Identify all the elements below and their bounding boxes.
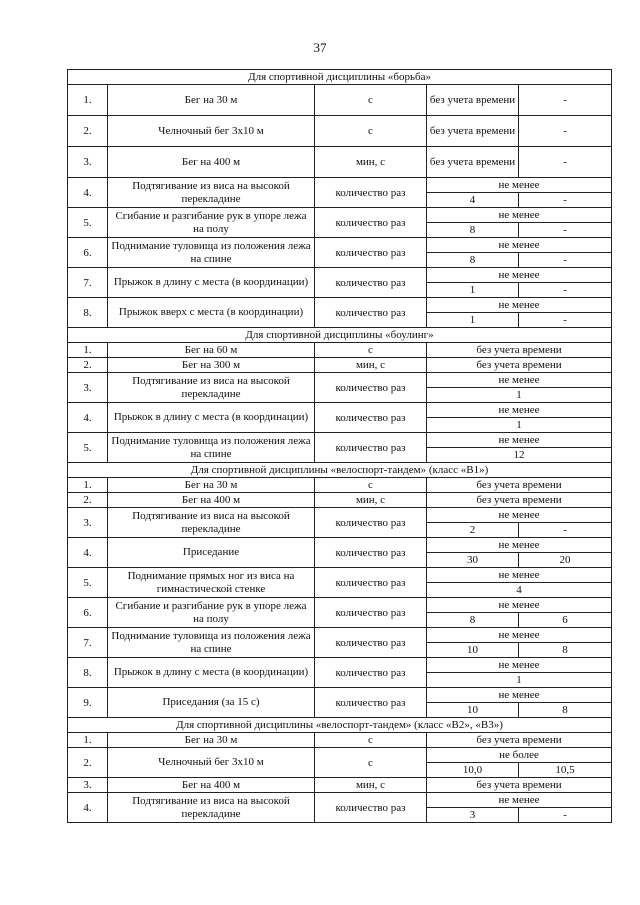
norm-value-female: - <box>519 193 612 208</box>
row-number: 9. <box>68 688 108 718</box>
unit: количество раз <box>315 238 427 268</box>
test-name: Подтягивание из виса на высокой перекладине <box>108 793 315 823</box>
row-number: 4. <box>68 403 108 433</box>
unit: с <box>315 478 427 493</box>
norm-value-male: 8 <box>427 613 519 628</box>
test-name: Подтягивание из виса на высокой перекладине <box>108 508 315 538</box>
norm-value-female: - <box>519 808 612 823</box>
row-number: 2. <box>68 358 108 373</box>
norm-value: - <box>519 85 612 116</box>
table-row <box>68 178 612 193</box>
norm-value-female: 8 <box>519 643 612 658</box>
row-number: 2. <box>68 493 108 508</box>
condition: не менее <box>427 373 612 388</box>
page-number: 37 <box>313 40 327 55</box>
norm-value-female: 20 <box>519 553 612 568</box>
test-name: Поднимание туловища из положения лежа на спине <box>108 628 315 658</box>
test-name: Челночный бег 3х10 м <box>108 116 315 147</box>
row-number: 7. <box>68 268 108 298</box>
norm-value-female: - <box>519 283 612 298</box>
section-title: Для спортивной дисциплины «велоспорт-тандем» (класс «В2», «В3») <box>68 718 612 733</box>
norm-note: без учета времени <box>427 116 519 147</box>
unit: с <box>315 116 427 147</box>
condition: не менее <box>427 568 612 583</box>
row-number: 6. <box>68 598 108 628</box>
table-row <box>68 793 612 808</box>
row-number: 1. <box>68 343 108 358</box>
unit: количество раз <box>315 598 427 628</box>
table-row <box>68 238 612 253</box>
table-row <box>68 343 612 358</box>
test-name: Бег на 300 м <box>108 358 315 373</box>
norm-value-female: - <box>519 253 612 268</box>
condition: не менее <box>427 508 612 523</box>
table-row <box>68 208 612 223</box>
unit: с <box>315 733 427 748</box>
norm-note: без учета времени <box>427 478 612 493</box>
norm-value-female: - <box>519 223 612 238</box>
condition: не менее <box>427 403 612 418</box>
norm-note: без учета времени <box>427 778 612 793</box>
norm-value: - <box>519 147 612 178</box>
table-row <box>68 688 612 703</box>
condition: не менее <box>427 628 612 643</box>
section-title: Для спортивной дисциплины «велоспорт-тандем» (класс «В1») <box>68 463 612 478</box>
unit: количество раз <box>315 298 427 328</box>
table-row <box>68 478 612 493</box>
norm-value-male: 1 <box>427 313 519 328</box>
test-name: Бег на 60 м <box>108 343 315 358</box>
norm-note: без учета времени <box>427 147 519 178</box>
unit: количество раз <box>315 538 427 568</box>
test-name: Прыжок в длину с места (в координации) <box>108 403 315 433</box>
row-number: 1. <box>68 85 108 116</box>
table-row <box>68 568 612 583</box>
test-name: Поднимание прямых ног из виса на гимнастической стенке <box>108 568 315 598</box>
row-number: 1. <box>68 733 108 748</box>
table-row <box>68 628 612 643</box>
norm-value-male: 8 <box>427 253 519 268</box>
row-number: 6. <box>68 238 108 268</box>
row-number: 4. <box>68 793 108 823</box>
test-name: Бег на 400 м <box>108 147 315 178</box>
unit: количество раз <box>315 628 427 658</box>
norm-value-female: 6 <box>519 613 612 628</box>
test-name: Бег на 30 м <box>108 733 315 748</box>
norm-value: 1 <box>427 388 612 403</box>
test-name: Приседание <box>108 538 315 568</box>
row-number: 5. <box>68 433 108 463</box>
norm-value-female: - <box>519 313 612 328</box>
unit: количество раз <box>315 208 427 238</box>
test-name: Бег на 30 м <box>108 478 315 493</box>
test-name: Сгибание и разгибание рук в упоре лежа на полу <box>108 208 315 238</box>
condition: не менее <box>427 598 612 613</box>
unit: количество раз <box>315 508 427 538</box>
norm-note: без учета времени <box>427 343 612 358</box>
row-number: 3. <box>68 778 108 793</box>
condition: не менее <box>427 238 612 253</box>
row-number: 4. <box>68 538 108 568</box>
norm-value-female: 10,5 <box>519 763 612 778</box>
table-row <box>68 748 612 763</box>
condition: не менее <box>427 268 612 283</box>
condition: не менее <box>427 433 612 448</box>
unit: с <box>315 748 427 778</box>
row-number: 3. <box>68 508 108 538</box>
unit: с <box>315 85 427 116</box>
unit: количество раз <box>315 433 427 463</box>
test-name: Бег на 400 м <box>108 493 315 508</box>
test-name: Прыжок в длину с места (в координации) <box>108 658 315 688</box>
norm-value-male: 1 <box>427 283 519 298</box>
table-row <box>68 373 612 388</box>
test-name: Поднимание туловища из положения лежа на спине <box>108 433 315 463</box>
row-number: 5. <box>68 208 108 238</box>
section-header-row <box>68 718 612 733</box>
unit: мин, с <box>315 778 427 793</box>
norm-value-male: 8 <box>427 223 519 238</box>
norm-value-male: 10 <box>427 703 519 718</box>
section-header-row <box>68 463 612 478</box>
condition: не менее <box>427 178 612 193</box>
unit: с <box>315 343 427 358</box>
condition: не менее <box>427 298 612 313</box>
section-title: Для спортивной дисциплины «борьба» <box>68 70 612 85</box>
norm-note: без учета времени <box>427 733 612 748</box>
row-number: 7. <box>68 628 108 658</box>
table-row <box>68 147 612 178</box>
test-name: Поднимание туловища из положения лежа на спине <box>108 238 315 268</box>
table-row <box>68 493 612 508</box>
norm-value: - <box>519 116 612 147</box>
table-row <box>68 403 612 418</box>
table-row <box>68 268 612 283</box>
table-row <box>68 85 612 116</box>
test-name: Прыжок в длину с места (в координации) <box>108 268 315 298</box>
unit: количество раз <box>315 178 427 208</box>
table-row <box>68 298 612 313</box>
table-row <box>68 358 612 373</box>
row-number: 5. <box>68 568 108 598</box>
norm-value-female: 8 <box>519 703 612 718</box>
test-name: Сгибание и разгибание рук в упоре лежа на полу <box>108 598 315 628</box>
unit: мин, с <box>315 493 427 508</box>
norm-value: 1 <box>427 673 612 688</box>
norm-value: 4 <box>427 583 612 598</box>
row-number: 2. <box>68 748 108 778</box>
row-number: 3. <box>68 373 108 403</box>
standards-table <box>67 69 612 823</box>
table-row <box>68 116 612 147</box>
test-name: Челночный бег 3х10 м <box>108 748 315 778</box>
unit: количество раз <box>315 568 427 598</box>
norm-value-male: 3 <box>427 808 519 823</box>
norm-note: без учета времени <box>427 358 612 373</box>
unit: количество раз <box>315 403 427 433</box>
unit: количество раз <box>315 268 427 298</box>
test-name: Бег на 30 м <box>108 85 315 116</box>
row-number: 4. <box>68 178 108 208</box>
condition: не менее <box>427 793 612 808</box>
norm-note: без учета времени <box>427 85 519 116</box>
test-name: Приседания (за 15 с) <box>108 688 315 718</box>
table-row <box>68 508 612 523</box>
table-row <box>68 658 612 673</box>
norm-note: без учета времени <box>427 493 612 508</box>
condition: не более <box>427 748 612 763</box>
table-row <box>68 598 612 613</box>
norm-value-male: 10,0 <box>427 763 519 778</box>
row-number: 8. <box>68 298 108 328</box>
unit: количество раз <box>315 688 427 718</box>
condition: не менее <box>427 658 612 673</box>
condition: не менее <box>427 688 612 703</box>
test-name: Подтягивание из виса на высокой перекладине <box>108 373 315 403</box>
test-name: Бег на 400 м <box>108 778 315 793</box>
norm-value-female: - <box>519 523 612 538</box>
condition: не менее <box>427 208 612 223</box>
table-row <box>68 538 612 553</box>
table-row <box>68 778 612 793</box>
norm-value-male: 4 <box>427 193 519 208</box>
norm-value-male: 10 <box>427 643 519 658</box>
norm-value-male: 2 <box>427 523 519 538</box>
unit: мин, с <box>315 358 427 373</box>
unit: количество раз <box>315 658 427 688</box>
row-number: 8. <box>68 658 108 688</box>
unit: мин, с <box>315 147 427 178</box>
row-number: 3. <box>68 147 108 178</box>
unit: количество раз <box>315 373 427 403</box>
norm-value: 1 <box>427 418 612 433</box>
section-title: Для спортивной дисциплины «боулинг» <box>68 328 612 343</box>
row-number: 1. <box>68 478 108 493</box>
table-row <box>68 433 612 448</box>
section-header-row <box>68 328 612 343</box>
table-row <box>68 733 612 748</box>
section-header-row <box>68 70 612 85</box>
row-number: 2. <box>68 116 108 147</box>
condition: не менее <box>427 538 612 553</box>
test-name: Подтягивание из виса на высокой перекладине <box>108 178 315 208</box>
norm-value-male: 30 <box>427 553 519 568</box>
unit: количество раз <box>315 793 427 823</box>
norm-value: 12 <box>427 448 612 463</box>
test-name: Прыжок вверх с места (в координации) <box>108 298 315 328</box>
